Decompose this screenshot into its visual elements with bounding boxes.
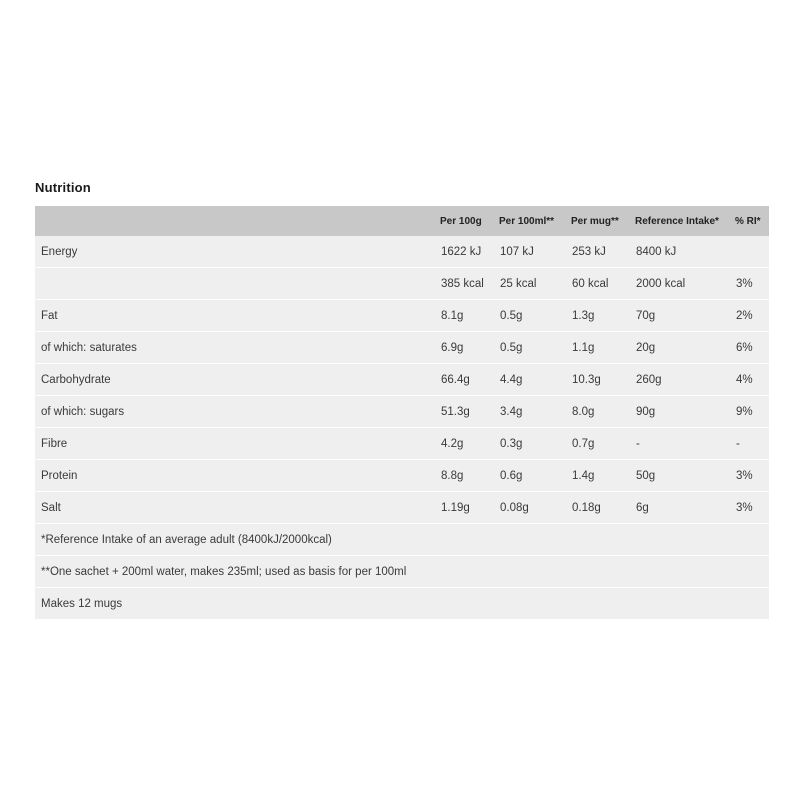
table-row	[35, 268, 769, 300]
value-cell: 0.18g	[566, 492, 630, 524]
nutrient-cell: Salt	[35, 492, 435, 524]
note-row	[35, 556, 769, 588]
value-cell: 9%	[730, 396, 769, 428]
value-cell: 70g	[630, 300, 730, 332]
value-cell: 25 kcal	[494, 268, 566, 300]
table-row	[35, 428, 769, 460]
value-cell: 6%	[730, 332, 769, 364]
value-cell: 253 kJ	[566, 236, 630, 268]
table-row	[35, 332, 769, 364]
nutrient-cell: Fibre	[35, 428, 435, 460]
value-cell: 0.5g	[494, 332, 566, 364]
nutrient-cell: Protein	[35, 460, 435, 492]
note-row	[35, 524, 769, 556]
value-cell: 51.3g	[435, 396, 494, 428]
reference-intake-note: *Reference Intake of an average adult (8400kJ/2000kcal)	[35, 524, 769, 556]
value-cell: 4.2g	[435, 428, 494, 460]
value-cell: 50g	[630, 460, 730, 492]
value-cell: 20g	[630, 332, 730, 364]
value-cell: 0.6g	[494, 460, 566, 492]
note-row	[35, 588, 769, 620]
table-row	[35, 364, 769, 396]
value-cell: 8400 kJ	[630, 236, 730, 268]
column-header-per-100g: Per 100g	[435, 206, 494, 236]
value-cell: 4%	[730, 364, 769, 396]
value-cell: 8.1g	[435, 300, 494, 332]
value-cell: 0.5g	[494, 300, 566, 332]
value-cell: 2%	[730, 300, 769, 332]
column-header-percent-ri: % RI*	[730, 206, 769, 236]
nutrition-table	[35, 206, 769, 620]
column-header-nutrient	[35, 206, 435, 236]
value-cell: 8.8g	[435, 460, 494, 492]
value-cell: 3.4g	[494, 396, 566, 428]
nutrition-heading: Nutrition	[35, 180, 91, 195]
value-cell: 60 kcal	[566, 268, 630, 300]
table-body	[35, 236, 769, 620]
value-cell: 3%	[730, 268, 769, 300]
value-cell: 1.1g	[566, 332, 630, 364]
table-header-row	[35, 206, 769, 236]
nutrient-cell	[35, 268, 435, 300]
value-cell: 90g	[630, 396, 730, 428]
value-cell: 1.4g	[566, 460, 630, 492]
value-cell: -	[730, 428, 769, 460]
value-cell: 3%	[730, 492, 769, 524]
nutrient-cell: Fat	[35, 300, 435, 332]
value-cell	[730, 236, 769, 268]
column-header-per-mug: Per mug**	[566, 206, 630, 236]
value-cell: 66.4g	[435, 364, 494, 396]
value-cell: 10.3g	[566, 364, 630, 396]
servings-per-pack-note: Makes 12 mugs	[35, 588, 769, 620]
value-cell: 3%	[730, 460, 769, 492]
value-cell: 6g	[630, 492, 730, 524]
table-row	[35, 492, 769, 524]
nutrient-cell: Energy	[35, 236, 435, 268]
column-header-per-100ml: Per 100ml**	[494, 206, 566, 236]
value-cell: 107 kJ	[494, 236, 566, 268]
table-row	[35, 460, 769, 492]
value-cell: 0.3g	[494, 428, 566, 460]
nutrient-cell: of which: sugars	[35, 396, 435, 428]
value-cell: 6.9g	[435, 332, 494, 364]
value-cell: -	[630, 428, 730, 460]
value-cell: 0.08g	[494, 492, 566, 524]
value-cell: 260g	[630, 364, 730, 396]
value-cell: 0.7g	[566, 428, 630, 460]
value-cell: 2000 kcal	[630, 268, 730, 300]
value-cell: 1.19g	[435, 492, 494, 524]
table-row	[35, 396, 769, 428]
value-cell: 1622 kJ	[435, 236, 494, 268]
column-header-reference-intake: Reference Intake*	[630, 206, 730, 236]
value-cell: 4.4g	[494, 364, 566, 396]
table-row	[35, 236, 769, 268]
value-cell: 385 kcal	[435, 268, 494, 300]
nutrient-cell: Carbohydrate	[35, 364, 435, 396]
table-row	[35, 300, 769, 332]
value-cell: 8.0g	[566, 396, 630, 428]
serving-basis-note: **One sachet + 200ml water, makes 235ml; used as basis for per 100ml	[35, 556, 769, 588]
value-cell: 1.3g	[566, 300, 630, 332]
nutrient-cell: of which: saturates	[35, 332, 435, 364]
